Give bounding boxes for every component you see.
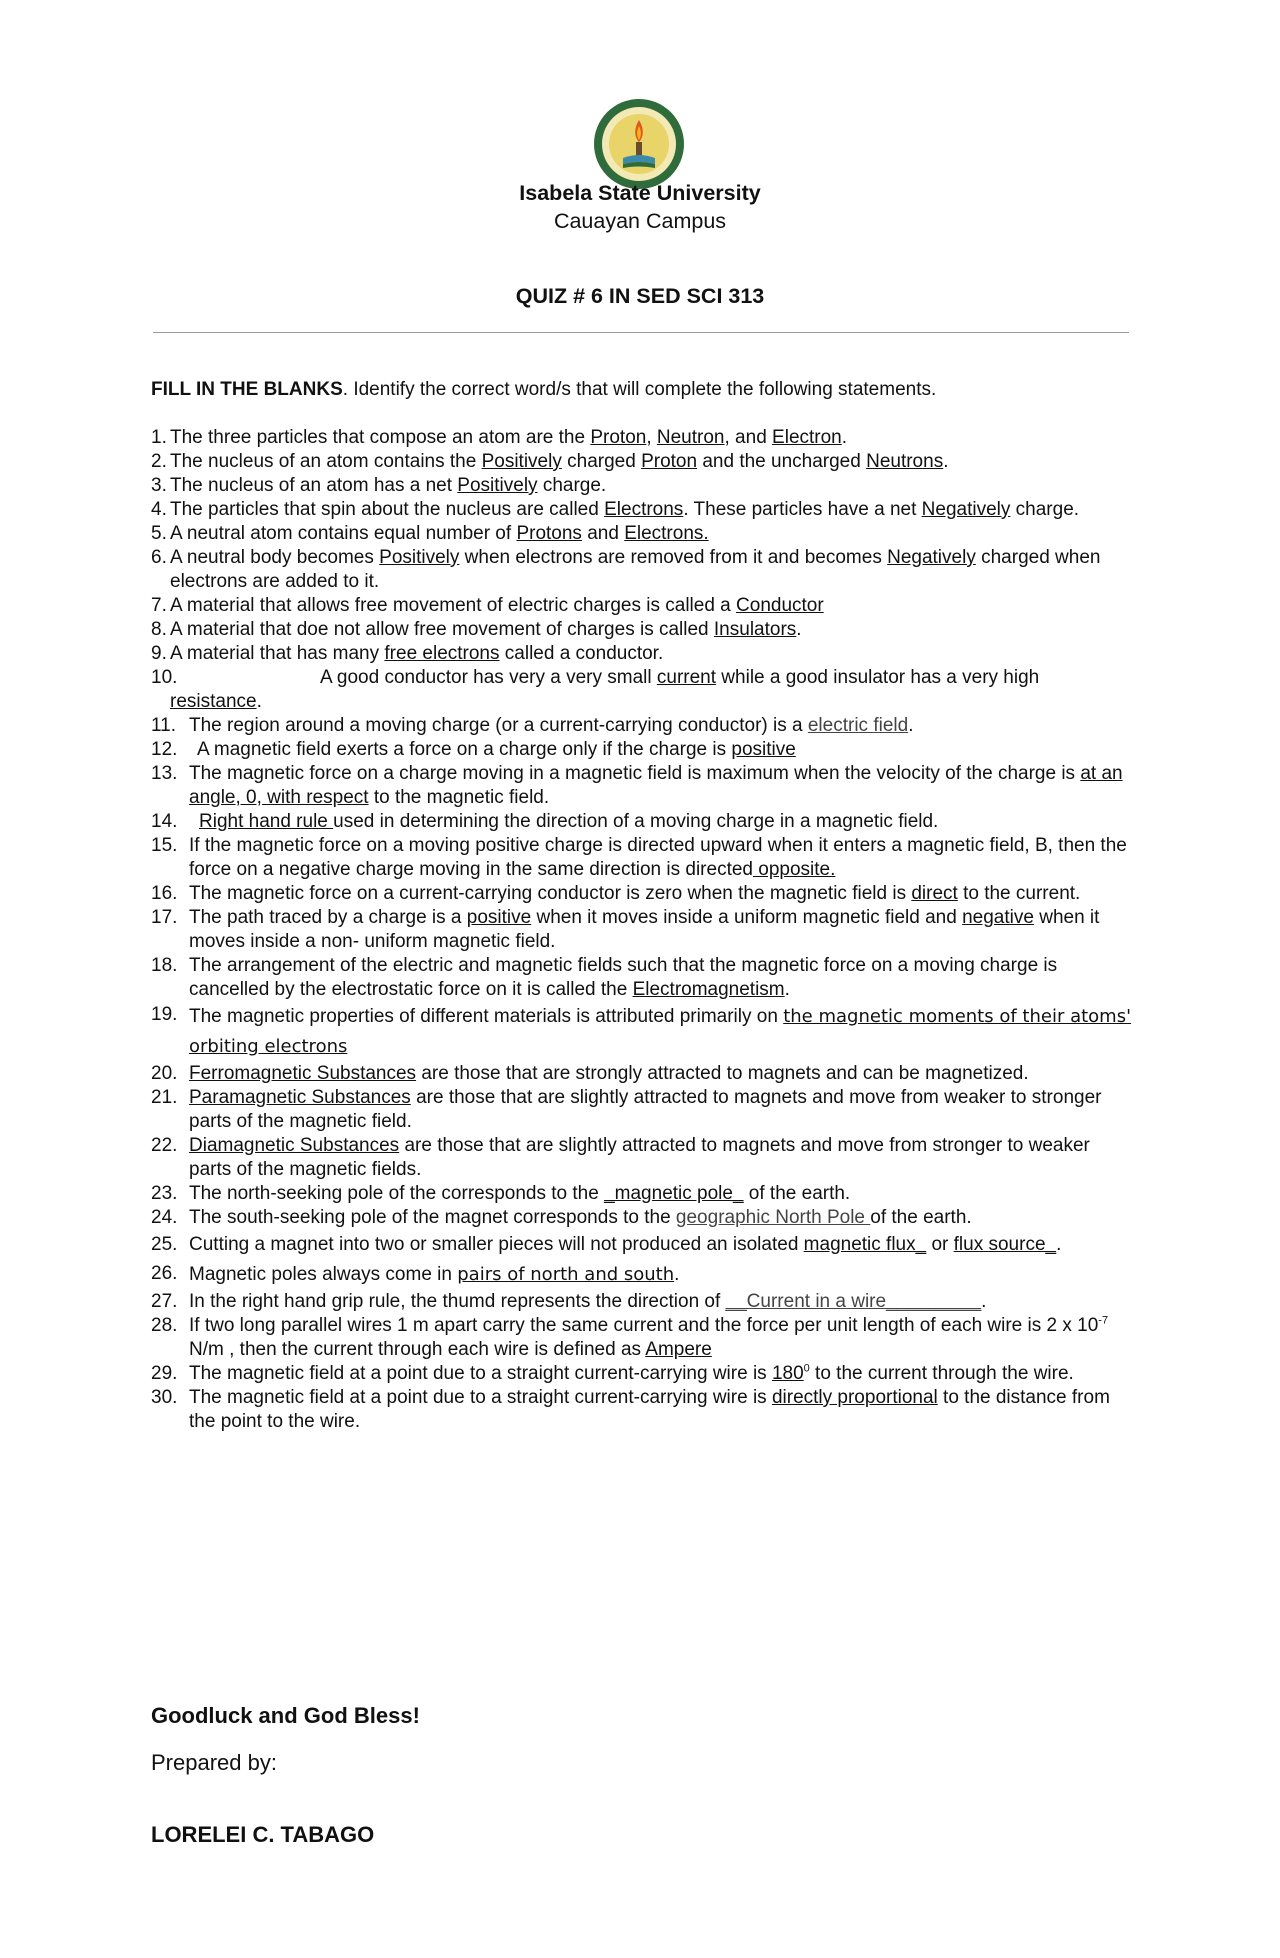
question-item: 19. The magnetic properties of different materials is attributed primarily on the magnetic moments of their atoms' orbiting electrons	[151, 1004, 1132, 1057]
question-number: 27.	[151, 1291, 178, 1312]
header-divider	[153, 332, 1129, 333]
answer: Paramagnetic Substances	[189, 1087, 411, 1108]
answer: geographic North Pole	[675, 1207, 871, 1228]
question-item: 29. The magnetic field at a point due to a straight current-carrying wire is $180^0$ to the current through the wire.	[151, 1362, 1074, 1384]
answer: _magnetic pole_	[604, 1183, 744, 1204]
university-name: Isabela State University	[519, 181, 761, 205]
question-number: 8.	[151, 619, 167, 640]
answer: Neutrons	[866, 451, 944, 472]
answer: flux source_	[953, 1234, 1057, 1255]
question-number: 28.	[151, 1315, 178, 1336]
question-number: 13.	[151, 763, 178, 784]
question-number: 20.	[151, 1063, 178, 1084]
answer: Proton	[641, 451, 698, 472]
answer: __Current in a wire_________	[725, 1291, 982, 1312]
answer: Electromagnetism	[632, 979, 785, 1000]
answer: Negatively	[921, 499, 1011, 520]
answer: directly proportional	[771, 1387, 938, 1408]
question-number: 12.	[151, 739, 178, 760]
question-number: 11.	[151, 715, 177, 736]
question-item: 14. Right hand rule used in determining the direction of a moving charge in a magnetic field.	[151, 811, 939, 832]
answer: opposite.	[752, 859, 836, 880]
answer: Insulators	[713, 619, 797, 640]
answer: magnetic flux_	[803, 1234, 927, 1255]
question-number: 7.	[151, 595, 167, 616]
answer: Neutron	[656, 427, 725, 448]
question-item: 18. The arrangement of the electric and magnetic fields such that the magnetic force on a moving charge is cancelled by the electrostatic force on it is called the Electromagnetism.	[151, 955, 1058, 1000]
answer: at an angle, 0, with respect	[189, 763, 1123, 808]
answer: Positively	[457, 475, 538, 496]
answer: positive	[466, 907, 532, 928]
answer: negative	[962, 907, 1034, 928]
answer: Diamagnetic Substances	[189, 1135, 400, 1156]
question-number: 24.	[151, 1207, 178, 1228]
answer: Conductor	[736, 595, 824, 616]
answer: Electrons.	[624, 523, 709, 544]
question-item: 20. Ferromagnetic Substances are those that are strongly attracted to magnets and can be magnetized.	[151, 1063, 1029, 1084]
exponent: -7	[1098, 1314, 1109, 1327]
question-item: 1. The three particles that compose an atom are the Proton, Neutron, and Electron.	[151, 427, 848, 448]
question-item: 27. In the right hand grip rule, the thumd represents the direction of __Current in a wire_________.	[151, 1291, 987, 1312]
answer: Positively	[481, 451, 562, 472]
question-number: 10.	[151, 667, 178, 688]
question-item: 6. A neutral body becomes Positively when electrons are removed from it and becomes Negatively charged when electrons are added to it.	[151, 547, 1101, 592]
answer: direct	[911, 883, 958, 904]
question-number: 3.	[151, 475, 167, 496]
answer: Positively	[379, 547, 460, 568]
question-item: 4. The particles that spin about the nucleus are called Electrons. These particles have a net Negatively charge.	[151, 499, 1080, 520]
university-seal-logo	[593, 98, 685, 190]
question-number: 4.	[151, 499, 167, 520]
answer: resistance	[170, 691, 257, 712]
question-item: 17. The path traced by a charge is a positive when it moves inside a uniform magnetic field and negative when it moves inside a non- uniform magnetic field.	[151, 907, 1100, 952]
answer: 180	[771, 1363, 804, 1384]
instructions	[151, 379, 936, 401]
question-number: 25.	[151, 1234, 178, 1255]
question-list	[151, 426, 1136, 1434]
quiz-title: QUIZ # 6 IN SED SCI 313	[515, 284, 765, 308]
instructions-text: . Identify the correct word/s that will complete the following statements.	[342, 379, 937, 400]
answer: Ferromagnetic Substances	[189, 1063, 417, 1084]
question-number: 6.	[151, 547, 167, 568]
question-item: 26. Magnetic poles always come in pairs of north and south.	[151, 1260, 1136, 1290]
question-item: 12. A magnetic field exerts a force on a charge only if the charge is positive	[151, 739, 796, 760]
answer: Negatively	[887, 547, 976, 568]
question-number: 26.	[151, 1263, 178, 1284]
question-number: 18.	[151, 955, 178, 976]
answer: free electrons	[384, 643, 500, 664]
question-item: 22. Diamagnetic Substances are those that are slightly attracted to magnets and move from stronger to weaker parts of the magnetic fields.	[151, 1135, 1090, 1180]
question-item: 24. The south-seeking pole of the magnet corresponds to the geographic North Pole of the earth.	[151, 1207, 972, 1228]
question-number: 1.	[151, 427, 167, 448]
question-item: 23. The north-seeking pole of the corresponds to the _magnetic pole_ of the earth.	[151, 1183, 851, 1204]
question-number: 17.	[151, 907, 178, 928]
question-item: 16. The magnetic force on a current-carrying conductor is zero when the magnetic field is direct to the current.	[151, 883, 1081, 904]
question-item: 15. If the magnetic force on a moving positive charge is directed upward when it enters a magnetic field, B, then the force on a negative charge moving in the same direction is directed opposite.	[151, 835, 1127, 880]
answer: Right hand rule	[199, 811, 334, 832]
prepared-by-label: Prepared by:	[151, 1750, 277, 1775]
answer: the magnetic moments of their atoms' orbiting electrons	[189, 1006, 1132, 1057]
answer: Protons	[516, 523, 582, 544]
answer: positive	[731, 739, 796, 760]
question-item: 13. The magnetic force on a charge moving in a magnetic field is maximum when the velocity of the charge is at an angle, 0, with respect to the magnetic field.	[151, 763, 1123, 808]
question-item: 7. A material that allows free movement of electric charges is called a Conductor	[151, 595, 824, 616]
answer: electric field	[807, 715, 909, 736]
question-number: 22.	[151, 1135, 178, 1156]
question-item: 3. The nucleus of an atom has a net Positively charge.	[151, 475, 607, 496]
answer: Electrons	[604, 499, 684, 520]
author-name: LORELEI C. TABAGO	[151, 1822, 375, 1847]
question-number: 5.	[151, 523, 167, 544]
question-item: 2. The nucleus of an atom contains the Positively charged Proton and the uncharged Neutrons.	[151, 451, 949, 472]
question-item: 11. The region around a moving charge (or a current-carrying conductor) is a electric field.	[151, 715, 914, 736]
question-number: 15.	[151, 835, 178, 856]
question-item: 28. If two long parallel wires 1 m apart carry the same current and the force per unit length of each wire is 2 x $10^{-7}$ N/m , then the current through each wire is defined as Ampere	[151, 1314, 1109, 1360]
instructions-label: FILL IN THE BLANKS	[151, 379, 343, 400]
question-item: 25. Cutting a magnet into two or smaller pieces will not produced an isolated magnetic flux_ or flux source_.	[151, 1230, 1136, 1260]
question-number: 9.	[151, 643, 167, 664]
answer: Proton	[590, 427, 647, 448]
question-item: 30. The magnetic field at a point due to a straight current-carrying wire is directly proportional to the distance from the point to the wire.	[151, 1387, 1110, 1432]
campus-name: Cauayan Campus	[553, 209, 727, 233]
question-number: 23.	[151, 1183, 178, 1204]
question-number: 2.	[151, 451, 167, 472]
answer: Electron	[772, 427, 842, 448]
question-number: 16.	[151, 883, 178, 904]
question-number: 21.	[151, 1087, 178, 1108]
question-number: 30.	[151, 1387, 178, 1408]
question-item: 10. A good conductor has very a very small current while a good insulator has a very high resistance.	[151, 667, 1040, 712]
answer: Ampere	[645, 1339, 712, 1360]
degree-exponent: 0	[803, 1362, 810, 1375]
question-number: 19.	[151, 1004, 178, 1025]
question-number: 14.	[151, 811, 178, 832]
question-number: 29.	[151, 1363, 178, 1384]
question-item: 5. A neutral atom contains equal number of Protons and Electrons.	[151, 523, 709, 544]
question-item: 21. Paramagnetic Substances are those that are slightly attracted to magnets and move from weaker to stronger parts of the magnetic field.	[151, 1087, 1102, 1132]
question-item: 8. A material that doe not allow free movement of charges is called Insulators.	[151, 619, 802, 640]
closing-message: Goodluck and God Bless!	[151, 1703, 420, 1728]
question-item: 9. A material that has many free electrons called a conductor.	[151, 643, 664, 664]
answer: current	[656, 667, 717, 688]
answer: pairs of north and south	[457, 1264, 675, 1285]
